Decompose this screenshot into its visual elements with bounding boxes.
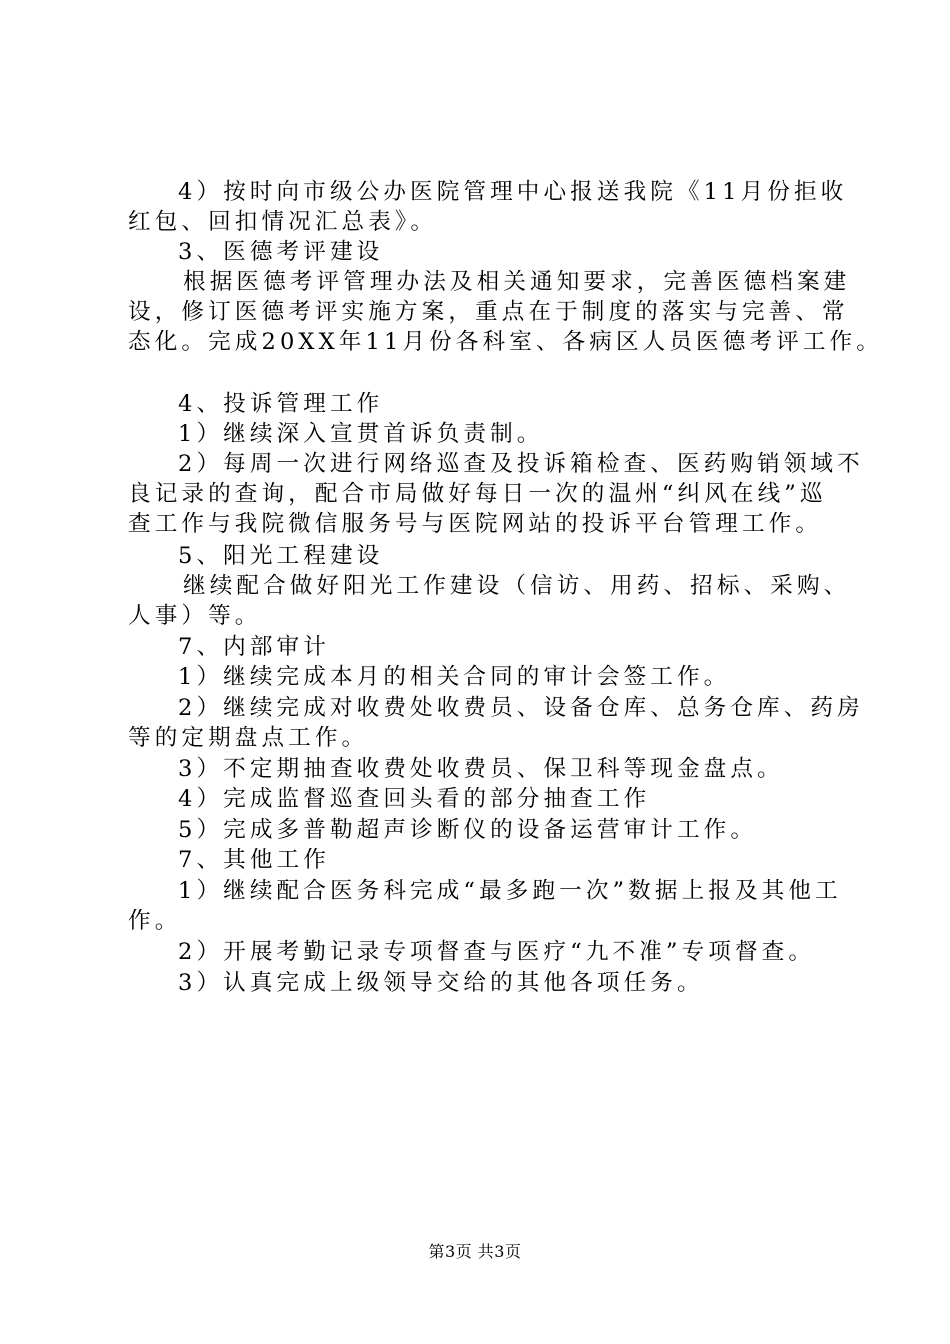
paragraph-line: 1）继续配合医务科完成“最多跑一次”数据上报及其他工 (178, 878, 842, 904)
paragraph-line: 2）每周一次进行网络巡查及投诉箱检查、医药购销领域不 (178, 451, 864, 477)
paragraph-line: 等的定期盘点工作。 (128, 725, 369, 751)
paragraph-line: 作。 (128, 908, 182, 934)
paragraph-line: 继续配合做好阳光工作建设（信访、用药、招标、采购、 (183, 573, 851, 599)
page-number-footer: 第3页 共3页 (428, 1242, 522, 1261)
section-heading: 5、阳光工程建设 (178, 543, 384, 569)
paragraph-line: 态化。完成20XX年11月份各科室、各病区人员医德考评工作。 (128, 329, 883, 355)
paragraph-line: 3）认真完成上级领导交给的其他各项任务。 (178, 970, 704, 996)
paragraph-line: 2）开展考勤记录专项督查与医疗“九不准”专项督查。 (178, 939, 816, 965)
section-heading: 4、投诉管理工作 (178, 391, 384, 417)
paragraph-line: 查工作与我院微信服务号与医院网站的投诉平台管理工作。 (128, 511, 823, 537)
paragraph-line: 4）按时向市级公办医院管理中心报送我院《11月份拒收 (178, 179, 848, 205)
paragraph-line: 4）完成监督巡查回头看的部分抽查工作 (178, 786, 651, 812)
paragraph-line: 1）继续深入宣贯首诉负责制。 (178, 421, 544, 447)
paragraph-line: 1）继续完成本月的相关合同的审计会签工作。 (178, 664, 731, 690)
paragraph-line: 良记录的查询，配合市局做好每日一次的温州“纠风在线”巡 (128, 481, 827, 507)
paragraph-line: 根据医德考评管理办法及相关通知要求，完善医德档案建 (183, 269, 851, 295)
section-heading: 3、医德考评建设 (178, 239, 384, 265)
section-heading: 7、其他工作 (178, 847, 330, 873)
paragraph-line: 2）继续完成对收费处收费员、设备仓库、总务仓库、药房 (178, 695, 864, 721)
paragraph-line: 设，修订医德考评实施方案，重点在于制度的落实与完善、常 (128, 299, 849, 325)
paragraph-line: 5）完成多普勒超声诊断仪的设备运营审计工作。 (178, 817, 758, 843)
section-heading: 7、内部审计 (178, 634, 330, 660)
paragraph-line: 3）不定期抽查收费处收费员、保卫科等现金盘点。 (178, 756, 784, 782)
paragraph-line: 人事）等。 (128, 603, 262, 629)
paragraph-line: 红包、回扣情况汇总表》。 (128, 209, 438, 235)
